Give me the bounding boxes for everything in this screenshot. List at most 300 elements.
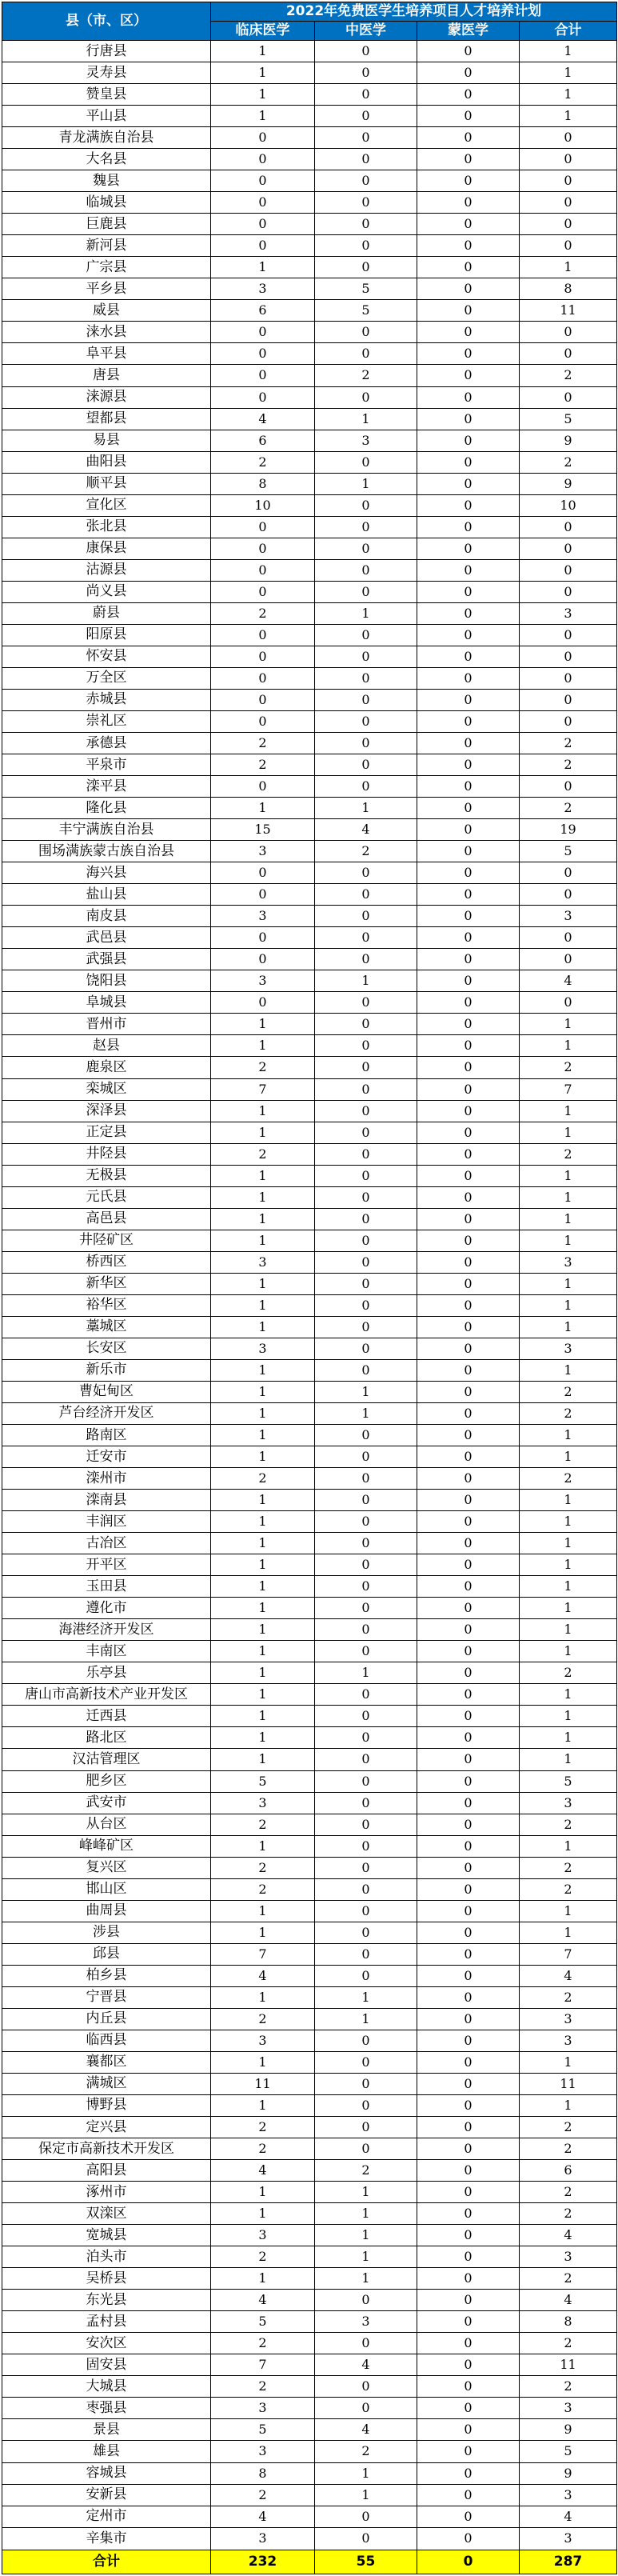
table-row <box>2 2462 617 2484</box>
mongolian-cell: 0 <box>417 473 520 494</box>
tcm-cell: 0 <box>315 2376 417 2398</box>
county-name-cell: 高邑县 <box>2 1208 211 1230</box>
total-cell: 1 <box>520 1922 617 1943</box>
clinical-cell: 2 <box>211 2008 315 2030</box>
total-cell: 2 <box>520 733 617 754</box>
table-row <box>2 1878 617 1900</box>
tcm-cell: 0 <box>315 624 417 646</box>
county-name-cell: 易县 <box>2 430 211 451</box>
county-name-cell: 无极县 <box>2 1165 211 1186</box>
tcm-cell: 1 <box>315 2484 417 2506</box>
clinical-cell: 0 <box>211 927 315 949</box>
mongolian-cell: 0 <box>417 602 520 624</box>
total-cell: 2 <box>520 1402 617 1424</box>
clinical-cell: 0 <box>211 214 315 235</box>
total-row <box>2 2550 617 2574</box>
mongolian-cell: 0 <box>417 2094 520 2116</box>
tcm-cell: 0 <box>315 1316 417 1338</box>
county-name-cell: 新乐市 <box>2 1359 211 1381</box>
mongolian-cell: 0 <box>417 2354 520 2376</box>
county-name-cell: 巨鹿县 <box>2 214 211 235</box>
mongolian-cell: 0 <box>417 2462 520 2484</box>
mongolian-cell: 0 <box>417 1035 520 1057</box>
county-name-cell: 崇礼区 <box>2 710 211 732</box>
table-row <box>2 386 617 408</box>
clinical-cell: 7 <box>211 1943 315 1965</box>
county-name-cell: 正定县 <box>2 1122 211 1143</box>
total-cell: 1 <box>520 106 617 127</box>
clinical-cell: 1 <box>211 2203 315 2225</box>
clinical-cell: 1 <box>211 1381 315 1402</box>
clinical-cell: 2 <box>211 602 315 624</box>
clinical-cell: 3 <box>211 2527 315 2550</box>
tcm-cell: 0 <box>315 927 417 949</box>
county-name-cell: 内丘县 <box>2 2008 211 2030</box>
mongolian-cell: 0 <box>417 667 520 689</box>
clinical-cell: 3 <box>211 1792 315 1814</box>
tcm-cell: 0 <box>315 494 417 516</box>
clinical-cell: 0 <box>211 343 315 365</box>
clinical-cell: 2 <box>211 451 315 473</box>
county-name-cell: 定兴县 <box>2 2117 211 2138</box>
clinical-cell: 1 <box>211 1576 315 1598</box>
tcm-cell: 1 <box>315 2008 417 2030</box>
tcm-cell: 0 <box>315 1965 417 1986</box>
tcm-cell: 0 <box>315 1294 417 1316</box>
tcm-cell: 5 <box>315 278 417 300</box>
clinical-cell: 1 <box>211 1165 315 1186</box>
county-name-cell: 饶阳县 <box>2 970 211 992</box>
tcm-cell: 3 <box>315 2311 417 2333</box>
total-cell: 11 <box>520 300 617 322</box>
table-row <box>2 1338 617 1359</box>
mongolian-cell: 0 <box>417 1316 520 1338</box>
clinical-cell: 2 <box>211 1468 315 1490</box>
tcm-cell: 0 <box>315 1143 417 1165</box>
total-cell: 19 <box>520 819 617 841</box>
mongolian-cell: 0 <box>417 2073 520 2094</box>
county-name-cell: 行唐县 <box>2 41 211 62</box>
table-row <box>2 1576 617 1598</box>
mongolian-cell: 0 <box>417 949 520 970</box>
mongolian-cell: 0 <box>417 581 520 602</box>
mongolian-cell: 0 <box>417 343 520 365</box>
table-row <box>2 1965 617 1986</box>
clinical-cell: 4 <box>211 2506 315 2527</box>
county-name-cell: 大名县 <box>2 149 211 170</box>
total-cell: 0 <box>520 862 617 884</box>
clinical-cell: 0 <box>211 581 315 602</box>
mongolian-cell: 0 <box>417 1619 520 1641</box>
total-cell: 4 <box>520 2506 617 2527</box>
tcm-cell: 1 <box>315 2268 417 2290</box>
tcm-cell: 0 <box>315 235 417 257</box>
total-cell: 2 <box>520 2138 617 2160</box>
table-row <box>2 2419 617 2441</box>
tcm-cell: 0 <box>315 1576 417 1598</box>
tcm-cell: 0 <box>315 2138 417 2160</box>
tcm-cell: 0 <box>315 710 417 732</box>
mongolian-cell: 0 <box>417 2225 520 2246</box>
clinical-cell: 0 <box>211 710 315 732</box>
county-name-cell: 枣强县 <box>2 2398 211 2419</box>
tcm-cell: 4 <box>315 819 417 841</box>
tcm-cell: 0 <box>315 1338 417 1359</box>
mongolian-cell: 0 <box>417 1749 520 1770</box>
mongolian-cell: 0 <box>417 1338 520 1359</box>
clinical-cell: 1 <box>211 1425 315 1446</box>
mongolian-cell: 0 <box>417 1533 520 1554</box>
table-row <box>2 862 617 884</box>
tcm-cell: 0 <box>315 1122 417 1143</box>
table-row <box>2 689 617 710</box>
clinical-cell: 1 <box>211 1641 315 1662</box>
table-row <box>2 516 617 538</box>
clinical-cell: 0 <box>211 192 315 214</box>
county-name-cell: 双滦区 <box>2 2203 211 2225</box>
table-row <box>2 430 617 451</box>
tcm-cell: 1 <box>315 798 417 819</box>
county-name-cell: 晋州市 <box>2 1014 211 1035</box>
clinical-cell: 7 <box>211 1078 315 1100</box>
total-cell: 3 <box>520 2527 617 2550</box>
clinical-cell: 1 <box>211 1554 315 1576</box>
clinical-cell: 1 <box>211 1122 315 1143</box>
total-cell: 2 <box>520 1057 617 1078</box>
county-name-cell: 隆化县 <box>2 798 211 819</box>
total-clinical: 232 <box>211 2550 315 2574</box>
mongolian-cell: 0 <box>417 1943 520 1965</box>
total-cell: 1 <box>520 62 617 84</box>
clinical-cell: 1 <box>211 106 315 127</box>
table-row <box>2 754 617 776</box>
total-cell: 3 <box>520 2030 617 2051</box>
county-name-cell: 唐县 <box>2 365 211 386</box>
total-cell: 0 <box>520 992 617 1014</box>
tcm-cell: 0 <box>315 2030 417 2051</box>
tcm-cell: 0 <box>315 1900 417 1922</box>
tcm-cell: 0 <box>315 1273 417 1294</box>
tcm-cell: 0 <box>315 581 417 602</box>
mongolian-cell: 0 <box>417 1273 520 1294</box>
tcm-cell: 0 <box>315 516 417 538</box>
clinical-cell: 1 <box>211 798 315 819</box>
tcm-cell: 0 <box>315 1186 417 1208</box>
county-name-cell: 阳原县 <box>2 624 211 646</box>
clinical-cell: 1 <box>211 1316 315 1338</box>
mongolian-cell: 0 <box>417 1641 520 1662</box>
mongolian-cell: 0 <box>417 1251 520 1273</box>
table-row <box>2 1922 617 1943</box>
tcm-cell: 1 <box>315 602 417 624</box>
mongolian-cell: 0 <box>417 1576 520 1598</box>
tcm-cell: 1 <box>315 473 417 494</box>
mongolian-cell: 0 <box>417 1425 520 1446</box>
tcm-cell: 0 <box>315 1035 417 1057</box>
clinical-cell: 1 <box>211 1035 315 1057</box>
county-name-cell: 涉县 <box>2 1922 211 1943</box>
mongolian-cell: 0 <box>417 710 520 732</box>
mongolian-cell: 0 <box>417 1922 520 1943</box>
tcm-cell: 0 <box>315 1057 417 1078</box>
mongolian-cell: 0 <box>417 365 520 386</box>
tcm-cell: 1 <box>315 2203 417 2225</box>
total-cell: 11 <box>520 2354 617 2376</box>
mongolian-cell: 0 <box>417 754 520 776</box>
table-row <box>2 2268 617 2290</box>
tcm-cell: 0 <box>315 1598 417 1619</box>
table-row <box>2 798 617 819</box>
table-row <box>2 1684 617 1706</box>
county-name-cell: 临西县 <box>2 2030 211 2051</box>
clinical-cell: 0 <box>211 516 315 538</box>
clinical-cell: 2 <box>211 1057 315 1078</box>
table-row <box>2 1186 617 1208</box>
table-row <box>2 2246 617 2268</box>
clinical-cell: 2 <box>211 2376 315 2398</box>
mongolian-cell: 0 <box>417 2506 520 2527</box>
table-row <box>2 2290 617 2311</box>
table-row <box>2 62 617 84</box>
clinical-cell: 3 <box>211 2441 315 2462</box>
county-name-cell: 丰润区 <box>2 1511 211 1533</box>
county-name-cell: 海兴县 <box>2 862 211 884</box>
county-name-cell: 保定市高新技术开发区 <box>2 2138 211 2160</box>
mongolian-cell: 0 <box>417 1900 520 1922</box>
tcm-cell: 0 <box>315 1554 417 1576</box>
mongolian-cell: 0 <box>417 235 520 257</box>
county-name-cell: 沽源县 <box>2 559 211 581</box>
table-row <box>2 2117 617 2138</box>
mongolian-cell: 0 <box>417 451 520 473</box>
tcm-cell: 0 <box>315 884 417 906</box>
clinical-cell: 1 <box>211 1230 315 1251</box>
county-name-cell: 阜城县 <box>2 992 211 1014</box>
total-cell: 4 <box>520 1965 617 1986</box>
mongolian-cell: 0 <box>417 2246 520 2268</box>
clinical-cell: 1 <box>211 1619 315 1641</box>
clinical-cell: 1 <box>211 1598 315 1619</box>
mongolian-cell: 0 <box>417 2398 520 2419</box>
table-row <box>2 2527 617 2550</box>
table-row <box>2 1468 617 1490</box>
column-header-mongolian: 蒙医学 <box>417 22 520 41</box>
county-name-cell: 孟村县 <box>2 2311 211 2333</box>
county-name-cell: 赤城县 <box>2 689 211 710</box>
county-name-cell: 栾城区 <box>2 1078 211 1100</box>
clinical-cell: 5 <box>211 2419 315 2441</box>
clinical-cell: 6 <box>211 300 315 322</box>
clinical-cell: 3 <box>211 2030 315 2051</box>
table-row <box>2 2484 617 2506</box>
table-row <box>2 1251 617 1273</box>
clinical-cell: 0 <box>211 624 315 646</box>
county-column-header: 县（市、区） <box>2 2 211 41</box>
county-name-cell: 邱县 <box>2 1943 211 1965</box>
mongolian-cell: 0 <box>417 538 520 559</box>
mongolian-cell: 0 <box>417 170 520 192</box>
county-name-cell: 满城区 <box>2 2073 211 2094</box>
county-name-cell: 顺平县 <box>2 473 211 494</box>
total-cell: 0 <box>520 322 617 343</box>
county-name-cell: 赞皇县 <box>2 84 211 106</box>
table-row <box>2 2203 617 2225</box>
mongolian-cell: 0 <box>417 516 520 538</box>
table-row <box>2 667 617 689</box>
tcm-cell: 0 <box>315 1619 417 1641</box>
tcm-cell: 0 <box>315 322 417 343</box>
county-name-cell: 承德县 <box>2 733 211 754</box>
clinical-cell: 2 <box>211 1814 315 1835</box>
tcm-cell: 1 <box>315 1662 417 1684</box>
total-cell: 0 <box>520 776 617 798</box>
table-row <box>2 1100 617 1122</box>
mongolian-cell: 0 <box>417 2376 520 2398</box>
table-row <box>2 106 617 127</box>
clinical-cell: 3 <box>211 1338 315 1359</box>
total-cell: 10 <box>520 494 617 516</box>
county-name-cell: 汉沽管理区 <box>2 1749 211 1770</box>
clinical-cell: 0 <box>211 127 315 149</box>
clinical-cell: 2 <box>211 2484 315 2506</box>
table-row <box>2 365 617 386</box>
total-cell: 0 <box>520 343 617 365</box>
clinical-cell: 0 <box>211 992 315 1014</box>
total-cell: 3 <box>520 2398 617 2419</box>
mongolian-cell: 0 <box>417 1186 520 1208</box>
tcm-cell: 0 <box>315 1857 417 1878</box>
clinical-cell: 1 <box>211 1706 315 1727</box>
county-name-cell: 武强县 <box>2 949 211 970</box>
clinical-cell: 0 <box>211 667 315 689</box>
table-row <box>2 2354 617 2376</box>
tcm-cell: 0 <box>315 2527 417 2550</box>
tcm-cell: 0 <box>315 1425 417 1446</box>
county-name-cell: 唐山市高新技术产业开发区 <box>2 1684 211 1706</box>
total-cell: 2 <box>520 1468 617 1490</box>
county-name-cell: 临城县 <box>2 192 211 214</box>
total-cell: 2 <box>520 451 617 473</box>
county-name-cell: 玉田县 <box>2 1576 211 1598</box>
county-name-cell: 鹿泉区 <box>2 1057 211 1078</box>
tcm-cell: 0 <box>315 343 417 365</box>
clinical-cell: 8 <box>211 2462 315 2484</box>
table-row <box>2 819 617 841</box>
total-cell: 1 <box>520 1316 617 1338</box>
tcm-cell: 0 <box>315 1835 417 1857</box>
total-label: 合计 <box>2 2550 211 2574</box>
total-cell: 1 <box>520 1014 617 1035</box>
mongolian-cell: 0 <box>417 106 520 127</box>
clinical-cell: 2 <box>211 754 315 776</box>
total-cell: 2 <box>520 2268 617 2290</box>
tcm-cell: 0 <box>315 2506 417 2527</box>
county-name-cell: 安新县 <box>2 2484 211 2506</box>
table-row <box>2 1706 617 1727</box>
total-cell: 2 <box>520 2376 617 2398</box>
tcm-cell: 0 <box>315 2094 417 2116</box>
total-cell: 0 <box>520 667 617 689</box>
total-cell: 1 <box>520 1900 617 1922</box>
table-row <box>2 1511 617 1533</box>
mongolian-cell: 0 <box>417 2182 520 2203</box>
table-title: 2022年免费医学生培养项目人才培养计划 <box>211 2 617 22</box>
table-row <box>2 1857 617 1878</box>
table-row <box>2 127 617 149</box>
county-name-cell: 赵县 <box>2 1035 211 1057</box>
total-cell: 3 <box>520 2008 617 2030</box>
clinical-cell: 0 <box>211 235 315 257</box>
county-name-cell: 阜平县 <box>2 343 211 365</box>
mongolian-cell: 0 <box>417 1468 520 1490</box>
clinical-cell: 2 <box>211 733 315 754</box>
total-cell: 2 <box>520 1878 617 1900</box>
clinical-cell: 1 <box>211 1727 315 1749</box>
tcm-cell: 0 <box>315 754 417 776</box>
county-name-cell: 张北县 <box>2 516 211 538</box>
table-row <box>2 1078 617 1100</box>
table-row <box>2 538 617 559</box>
total-cell: 2 <box>520 1143 617 1165</box>
total-cell: 1 <box>520 1576 617 1598</box>
table-row <box>2 1273 617 1294</box>
county-name-cell: 武安市 <box>2 1792 211 1814</box>
total-cell: 3 <box>520 602 617 624</box>
tcm-cell: 0 <box>315 1814 417 1835</box>
mongolian-cell: 0 <box>417 2030 520 2051</box>
county-name-cell: 肥乡区 <box>2 1770 211 1792</box>
table-row <box>2 149 617 170</box>
mongolian-cell: 0 <box>417 1122 520 1143</box>
tcm-cell: 0 <box>315 1511 417 1533</box>
mongolian-cell: 0 <box>417 2333 520 2354</box>
table-row <box>2 235 617 257</box>
mongolian-cell: 0 <box>417 300 520 322</box>
tcm-cell: 1 <box>315 2182 417 2203</box>
tcm-cell: 0 <box>315 84 417 106</box>
clinical-cell: 1 <box>211 1273 315 1294</box>
total-cell: 3 <box>520 1792 617 1814</box>
total-cell: 2 <box>520 1814 617 1835</box>
total-cell: 2 <box>520 365 617 386</box>
table-row <box>2 927 617 949</box>
mongolian-cell: 0 <box>417 862 520 884</box>
total-cell: 0 <box>520 689 617 710</box>
tcm-cell: 4 <box>315 2354 417 2376</box>
county-name-cell: 青龙满族自治县 <box>2 127 211 149</box>
table-row <box>2 2051 617 2073</box>
county-name-cell: 平泉市 <box>2 754 211 776</box>
county-name-cell: 盐山县 <box>2 884 211 906</box>
table-row <box>2 2030 617 2051</box>
mongolian-cell: 0 <box>417 1662 520 1684</box>
clinical-cell: 1 <box>211 62 315 84</box>
clinical-cell: 3 <box>211 970 315 992</box>
clinical-cell: 1 <box>211 1294 315 1316</box>
clinical-cell: 1 <box>211 1359 315 1381</box>
clinical-cell: 3 <box>211 841 315 862</box>
clinical-cell: 2 <box>211 2117 315 2138</box>
mongolian-cell: 0 <box>417 1230 520 1251</box>
clinical-cell: 3 <box>211 1251 315 1273</box>
clinical-cell: 0 <box>211 646 315 667</box>
county-name-cell: 曹妃甸区 <box>2 1381 211 1402</box>
mongolian-cell: 0 <box>417 84 520 106</box>
total-cell: 1 <box>520 1641 617 1662</box>
table-row <box>2 2160 617 2182</box>
clinical-cell: 1 <box>211 1835 315 1857</box>
tcm-cell: 0 <box>315 1100 417 1122</box>
